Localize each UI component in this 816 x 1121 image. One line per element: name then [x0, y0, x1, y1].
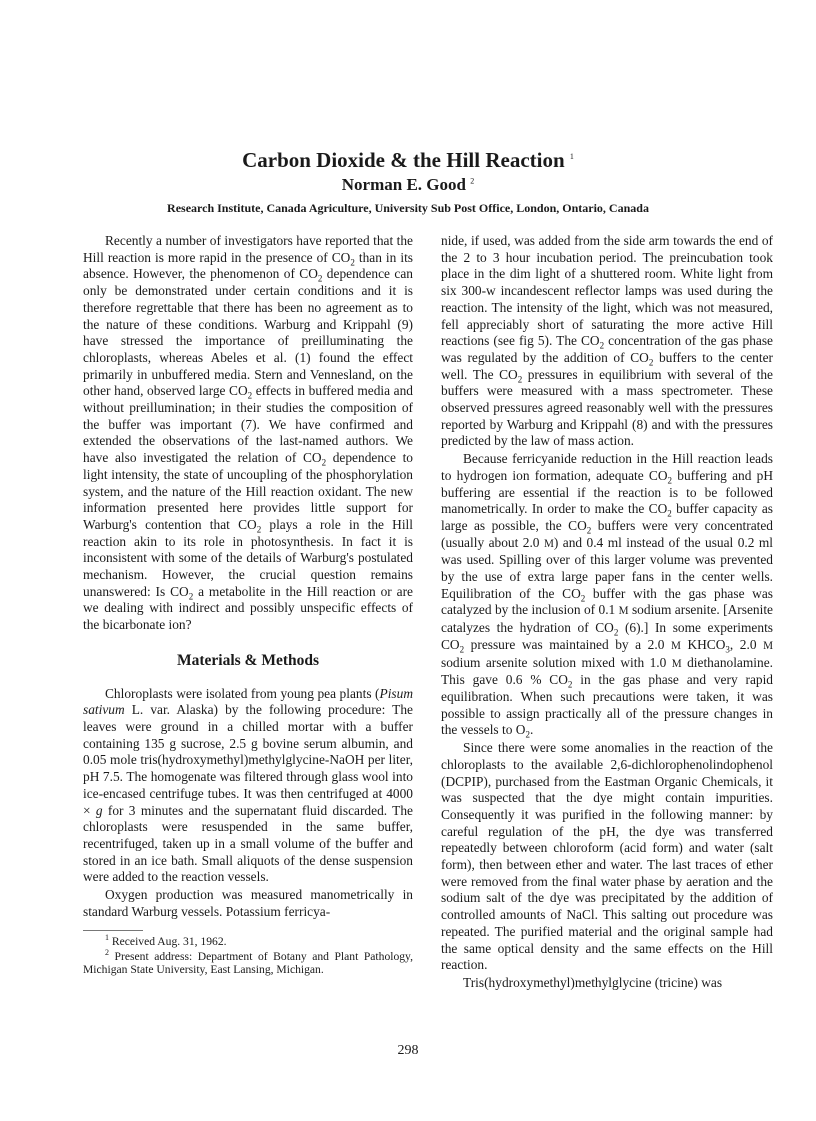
paper-title — [0, 148, 816, 172]
right-column — [441, 233, 773, 992]
dcpip-paragraph: Since there were some anomalies in the reaction of the chloroplasts to the available 2,6-dichlorophenolindophenol (DCPIP), purchased from the Eastman Organic Chemicals, it was suspected that the dye might contain impurities. Consequently it was purified in the following manner: by careful regulation of the pH, the dye was transferred repeatedly between chloroform (acid form) and water (salt form), then between ether and water. The last traces of ether were removed from the final water phase by aeration and the sodium salt of the dye was precipitated by the addition of controlled amounts of NaCl. This salting out procedure was repeated. The purified material and the original sample had the same optical density and the same effects on the Hill reaction. — [441, 740, 773, 973]
title-footnote-mark: 1 — [569, 152, 574, 161]
author-text: Norman E. Good — [341, 175, 466, 194]
continued-paragraph: nide, if used, was added from the side arm towards the end of the 2 to 3 hour incubation period. The preincubation took place in the dim light of a shuttered room. White light from six 300-w incandescent reflector lamps was used during the reaction. The intensity of the light, which was not measured, fell appreciably short of saturating the more active Hill reactions (see fig 5). The $CO_2$ concentration of the gas phase was regulated by the addition of $CO_2$ buffers to the center well. The $CO_2$ pressures in equilibrium with several of the buffers were measured with a mass spectrometer. These observed pressures agreed reasonably well with the pressures reported by Warburg and Krippahl (8) and with the pressures predicted by the law of mass action. — [441, 233, 773, 449]
left-column — [83, 233, 413, 976]
ferricyanide-paragraph: Because ferricyanide reduction in the Hill reaction leads to hydrogen ion formation, adequate $CO_2$ buffering and pH buffering are essential if the reaction is to be followed manometrically. In order to make the $CO_2$ buffer capacity as large as possible, the $CO_2$ buffers were very concentrated (usually about 2.0 M) and 0.4 ml instead of the usual 0.2 ml was used. Spilling over of this larger volume was prevented by the use of extra large paper fans in the center wells. Equilibration of the $CO_2$ buffer with the gas phase was catalyzed by the inclusion of 0.1 M sodium arsenite. [Arsenite catalyzes the hydration of $CO_2$ (6).] In some experiments $CO_2$ pressure was maintained by a 2.0 M $KHCO_3$, 2.0 M sodium arsenite solution mixed with 1.0 M diethanolamine. This gave 0.6 % $CO_2$ in the gas phase and very rapid equilibration. When such precautions were taken, it was possible to assign practically all of the pressure changes in the vessels to $O_2$. — [441, 451, 774, 741]
page-number: 298 — [397, 1043, 419, 1058]
author-footnote-mark: 2 — [470, 176, 475, 186]
title-text: Carbon Dioxide & the Hill Reaction — [242, 148, 565, 172]
footnote-1: $^1$ Received Aug. 31, 1962. — [105, 933, 227, 949]
tricine-paragraph: Tris(hydroxymethyl)methylglycine (tricine) was — [463, 974, 723, 990]
section-heading-materials-methods: Materials & Methods — [176, 651, 320, 669]
footnote-divider — [83, 930, 143, 931]
footnote-2: $^2$ Present address: Department of Botany and Plant Pathology, Michigan State University, East Lansing, Michigan. — [83, 947, 413, 976]
intro-paragraph: Recently a number of investigators have reported that the Hill reaction is more rapid in the presence of $CO_2$ than in its absence. However, the phenomenon of $CO_2$ dependence can only be demonstrated under certain conditions and it is therefore regrettable that there has been no agreement as to the nature of these conditions. Warburg and Krippahl (9) have stressed the importance of preilluminating the chloroplasts, whereas Abeles et al. (1) found the effect primarily in unbuffered media. Stern and Vennesland, on the other hand, observed large $CO_2$ effects in buffered media and without preillumination; in their studies the composition of the buffer was important (7). We have confirmed and extended the observations of the last-named authors. We have also investigated the relation of $CO_2$ dependence to light intensity, the state of uncoupling of the phosphorylation system, and the nature of the Hill reaction oxidant. The new information presented here provides little support for Warburg's contention that $CO_2$ plays a role in the Hill reaction akin to its role in photosynthesis. In fact it is inconsistent with some of the details of Warburg's postulated mechanism. However, the crucial question remains unanswered: Is $CO_2$ a metabolite in the Hill reaction or are we dealing with indirect and possibly unspecific effects of the bicarbonate ion? — [83, 233, 414, 633]
affiliation: Research Institute, Canada Agriculture, University Sub Post Office, London, Ontario, Canada — [167, 201, 649, 215]
oxygen-paragraph: Oxygen production was measured manometrically in standard Warburg vessels. Potassium ferricya- — [83, 887, 413, 919]
methods-paragraph: Chloroplasts were isolated from young pea plants (Pisum sativum L. var. Alaska) by the following procedure: The leaves were ground in a chilled mortar with a buffer containing 135 g sucrose, 2.5 g bovine serum albumin, and 0.05 mole tris(hydroxymethyl)methylglycine-NaOH per liter, pH 7.5. The homogenate was filtered through glass wool into ice-encased centrifuge tubes. It was then centrifuged at 4000 × g for 3 minutes and the supernatant fluid discarded. The chloroplasts were resuspended in the same buffer, recentrifuged, taken up in a small volume of the buffer and stored in an ice bath. Small aliquots of the dense suspension were added to the reaction vessels. — [83, 685, 414, 885]
author-name — [0, 175, 816, 195]
